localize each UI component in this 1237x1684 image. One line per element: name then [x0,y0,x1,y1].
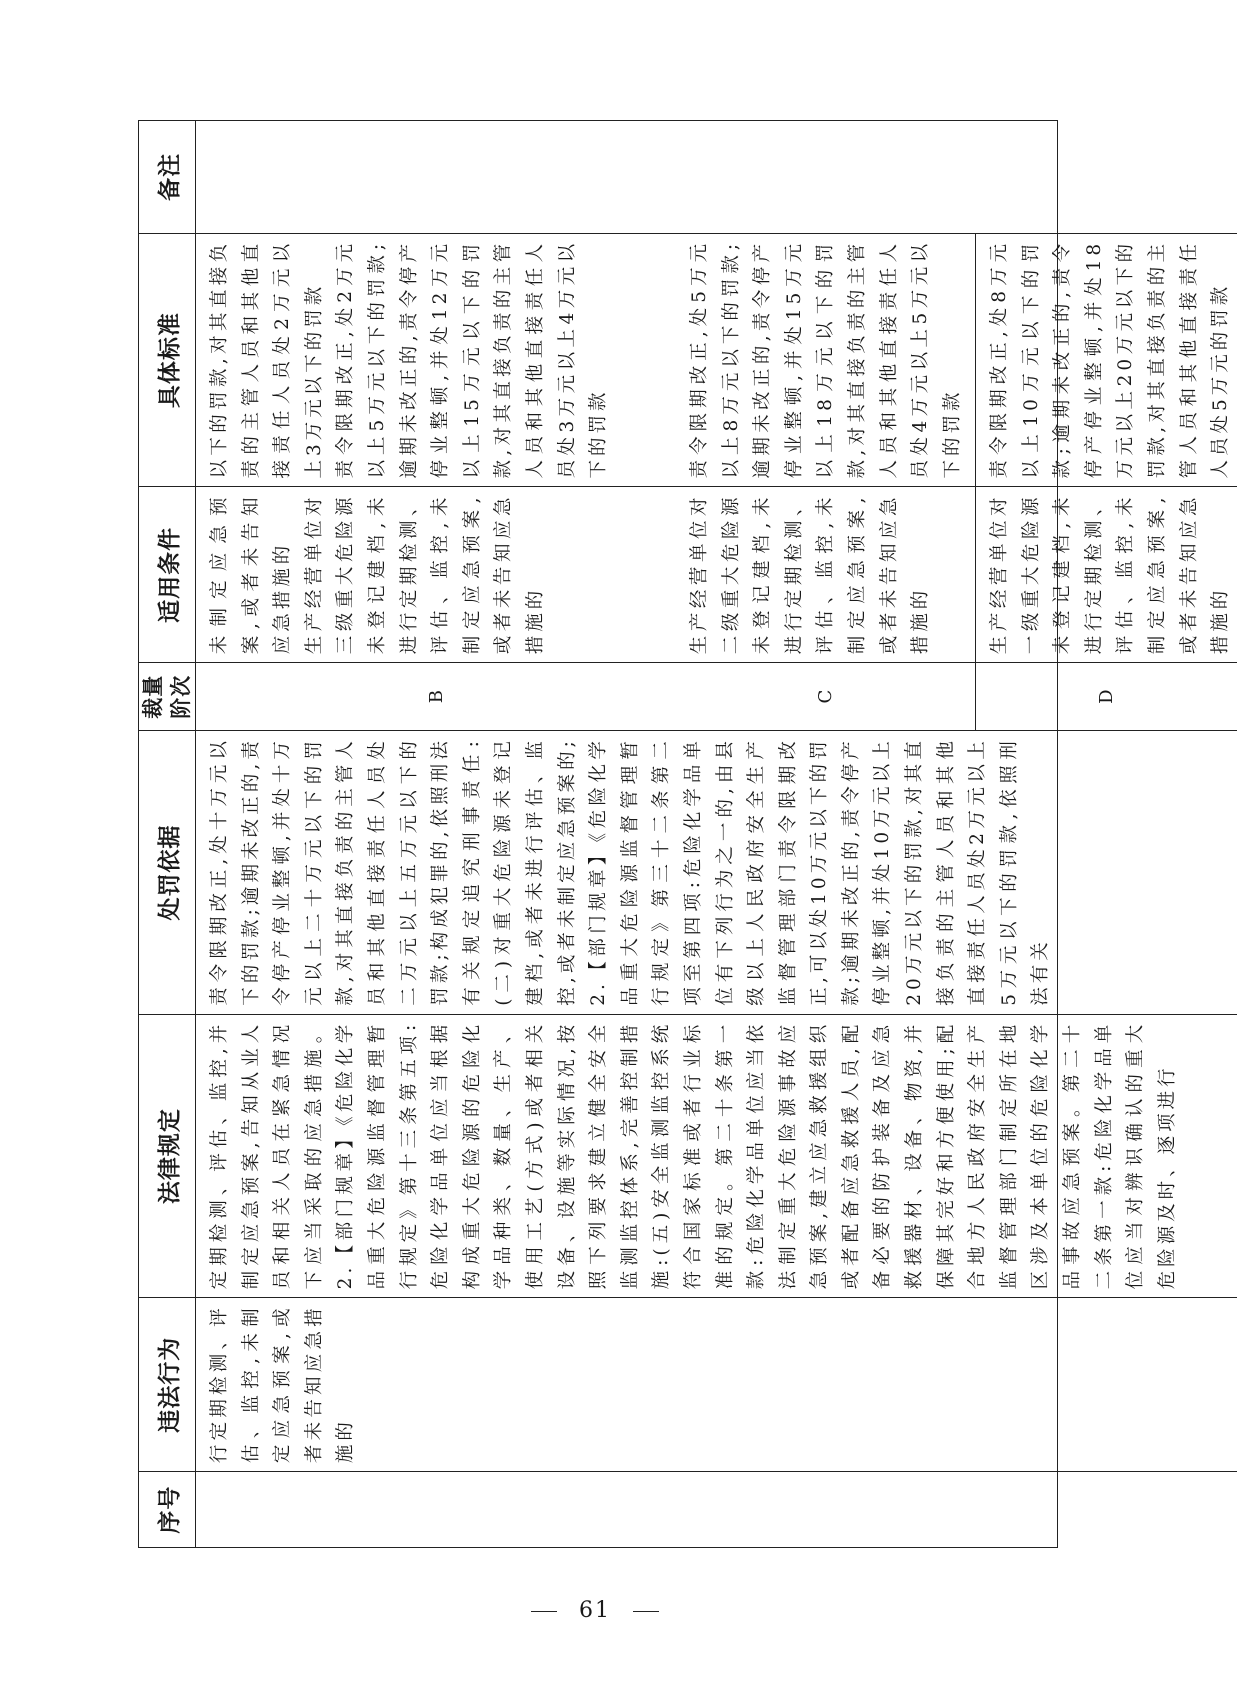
grade-d: D [1095,689,1117,704]
header-law: 法律规定 [139,1014,195,1298]
header-basis: 处罚依据 [139,730,195,1014]
condition-d: 生产经营单位对一级重大危险源未登记建档,未进行定期检测、评估、监控,未制定应急预案,或者未告知应急措施的 [989,493,1232,655]
page-dash-right [633,1611,659,1612]
cell-seq [196,1471,1237,1547]
cell-basis: 责令限期改正,处十万元以下的罚款;逾期未改正的,责令停产停业整顿,并处十万元以上二十万元以下的罚款,对其直接负责的主管人员和其他直接责任人员处二万元以上五万元以下的罚款;构成犯罪的,依照刑法有关规定追究刑事责任:(二)对重大危险源未登记建档,或者未进行评估、监控,或者未制定应急预案的;2.【部门规章】《危险化学品重大危险源监督管理暂行规定》第三十二条第二项至第四项:危险化学品单位有下列行为之一的,由县级以上人民政府安全生产监督管理部门责令限期改正,可以处10万元以下的罚款;逾期未改正的,责令停产停业整顿,并处10万元以上20万元以下的罚款,对其直接负责的主管人员和其他直接责任人员处2万元以上5万元以下的罚款,依照刑法有关 [196,730,1237,1014]
standard-c: 责令限期改正,处5万元以上8万元以下的罚款;逾期未改正的,责令停产停业整顿,并处15万元以上18万元以下的罚款,对其直接负责的主管人员和其他直接责任人员处4万元以上5万元以下的罚款 [676,234,976,487]
grade-b: B [425,690,447,704]
grade-c: C [676,663,976,730]
cell-grade-column [196,662,1237,730]
standard-d: 责令限期改正,处8万元以上10万元以下的罚款;逾期未改正的,责令停产停业整顿,并处18万元以上20万元以下的罚款,对其直接负责的主管人员和其他直接责任人员处5万元的罚款 [989,239,1232,479]
condition-c: 生产经营单位对二级重大危险源未登记建档,未进行定期检测、评估、监控,未制定应急预案,或者未告知应急措施的 [676,487,976,662]
standard-b-text: 以下的罚款,对其直接负责的主管人员和其他直接责任人员处2万元以上3万元以下的罚款 责令限期改正,处2万元以上5万元以下的罚款;逾期未改正的,责令停产停业整顿,并处12万元以上15万元以下的罚款,对其直接负责的主管人员和其他直接责任人员处3万元以上4万元以下的罚款 [209,239,610,479]
header-grade-line1: 裁量 [141,674,165,719]
header-remark: 备注 [156,152,183,201]
page-number-text: 61 [579,1598,611,1623]
header-condition: 适用条件 [139,486,195,662]
header-grade-line2: 阶次 [169,674,193,719]
cell-violation: 行定期检测、评估、监控,未制定应急预案,或者未告知应急措施的 [196,1297,1237,1471]
header-standard: 具体标准 [139,233,195,487]
header-violation: 违法行为 [139,1297,195,1471]
table-header-row [139,121,196,1547]
header-grade [139,662,195,730]
cell-standard-column [196,233,1237,487]
page-number [0,1598,1190,1623]
penalty-discretion-table [138,120,1232,1548]
rotated-table-stage [138,120,1232,1548]
page-dash-left [531,1611,557,1612]
condition-b [196,487,676,662]
standard-b [196,234,676,487]
table-row [196,121,1237,1547]
cell-law: 定期检测、评估、监控,并制定应急预案,告知从业人员和相关人员在紧急情况下应当采取的应急措施。2.【部门规章】《危险化学品重大危险源监督管理暂行规定》第十三条第五项:危险化学品单位应当根据构成重大危险源的危险化学品种类、数量、生产、使用工艺(方式)或者相关设备、设施等实际情况,按照下列要求建立健全安全监测监控体系,完善控制措施:(五)安全监测监控系统符合国家标准或者行业标准的规定。第二十条第一款:危险化学品单位应当依法制定重大危险源事故应急预案,建立应急救援组织或者配备应急救援人员,配备必要的防护装备及应急救援器材、设备、物资,并保障其完好和方便使用;配合地方人民政府安全生产监督管理部门制定所在地区涉及本单位的危险化学品事故应急预案。第二十二条第一款:危险化学品单位应当对辨识确认的重大危险源及时、逐项进行 [196,1014,1237,1298]
cell-remark [196,121,1237,233]
condition-b-text: 未制定应急预案,或者未告知应急措施的 生产经营单位对三级重大危险源未登记建档,未进行定期检测、评估、监控,未制定应急预案,或者未告知应急措施的 [209,493,546,655]
cell-condition-column [196,486,1237,662]
header-seq: 序号 [139,1471,195,1547]
